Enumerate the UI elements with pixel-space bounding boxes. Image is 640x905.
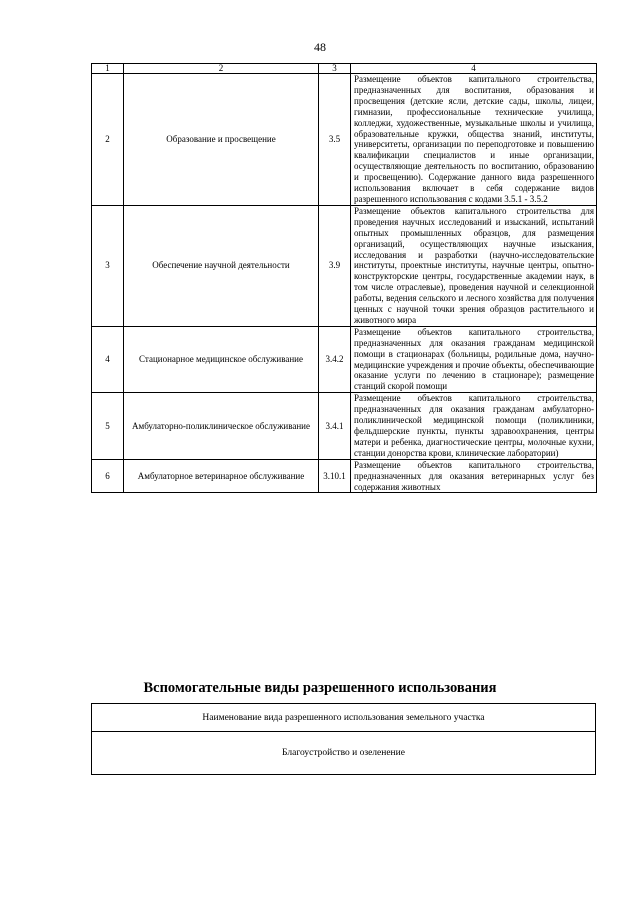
use-type-description: Размещение объектов капитального строительства для проведения научных исследований и изысканий, испытаний опытных промышленных образцов, для размещения организаций, осуществляющих научные изыскания, исследования и разработки (научно-исследовательские институты, проектные институты, научные центры, опытно-конструкторские центры, государственные академии наук, в том числе отраслевые), проведения научной и селекционной работы, ведения сельского и лесного хозяйства для получения ценных с научной точки зрения образцов растительного и животного мира bbox=[351, 205, 597, 326]
use-type-name: Амбулаторно-поликлиническое обслуживание bbox=[124, 393, 319, 459]
page-number: 48 bbox=[314, 40, 326, 54]
use-type-code: 3.4.1 bbox=[319, 393, 351, 459]
table-row bbox=[92, 326, 597, 392]
row-number: 5 bbox=[92, 393, 124, 459]
use-type-description: Размещение объектов капитального строительства, предназначенных для оказания ветеринарных услуг без содержания животных bbox=[351, 459, 597, 493]
use-type-name: Обеспечение научной деятельности bbox=[124, 205, 319, 326]
permitted-use-table bbox=[91, 63, 597, 493]
table-row bbox=[92, 459, 597, 493]
table-cell: Благоустройство и озеленение bbox=[92, 732, 596, 775]
table-row bbox=[92, 205, 597, 326]
table-header-row bbox=[92, 64, 597, 74]
column-header: 4 bbox=[351, 64, 597, 74]
use-type-description: Размещение объектов капитального строительства, предназначенных для оказания гражданам медицинской помощи в стационарах (больницы, родильные дома, научно-медицинские учреждения и прочие объекты, обеспечивающие оказание услуги по лечению в стационаре); размещение станций скорой помощи bbox=[351, 326, 597, 392]
use-type-name: Амбулаторное ветеринарное обслуживание bbox=[124, 459, 319, 493]
use-type-code: 3.4.2 bbox=[319, 326, 351, 392]
use-type-name: Образование и просвещение bbox=[124, 74, 319, 206]
table-header-row bbox=[92, 704, 596, 732]
table-row bbox=[92, 74, 597, 206]
use-type-code: 3.5 bbox=[319, 74, 351, 206]
use-type-name: Стационарное медицинское обслуживание bbox=[124, 326, 319, 392]
row-number: 3 bbox=[92, 205, 124, 326]
column-header: 3 bbox=[319, 64, 351, 74]
row-number: 4 bbox=[92, 326, 124, 392]
row-number: 6 bbox=[92, 459, 124, 493]
table-row bbox=[92, 393, 597, 459]
use-type-description: Размещение объектов капитального строительства, предназначенных для оказания гражданам амбулаторно-поликлинической медицинской помощи (поликлиники, фельдшерские пункты, пункты здравоохранения, центры матери и ребенка, диагностические центры, молочные кухни, станции донорства крови, клинические лаборатории) bbox=[351, 393, 597, 459]
use-type-code: 3.9 bbox=[319, 205, 351, 326]
section-title: Вспомогательные виды разрешенного использования bbox=[143, 680, 497, 696]
column-header: 2 bbox=[124, 64, 319, 74]
row-number: 2 bbox=[92, 74, 124, 206]
use-type-code: 3.10.1 bbox=[319, 459, 351, 493]
column-header: 1 bbox=[92, 64, 124, 74]
auxiliary-use-table bbox=[91, 703, 596, 775]
column-header: Наименование вида разрешенного использования земельного участка bbox=[92, 704, 596, 732]
use-type-description: Размещение объектов капитального строительства, предназначенных для воспитания, образования и просвещения (детские ясли, детские сады, школы, лицеи, гимназии, профессиональные технические училища, колледжи, художественные, музыкальные школы и училища, образовательные кружки, общества знаний, институты, университеты, организации по переподготовке и повышению квалификации специалистов и иные организации, осуществляющие деятельность по воспитанию, образованию и просвещению). Содержание данного вида разрешенного использования включает в себя содержание видов разрешенного использования с кодами 3.5.1 - 3.5.2 bbox=[351, 74, 597, 206]
table-row bbox=[92, 732, 596, 775]
